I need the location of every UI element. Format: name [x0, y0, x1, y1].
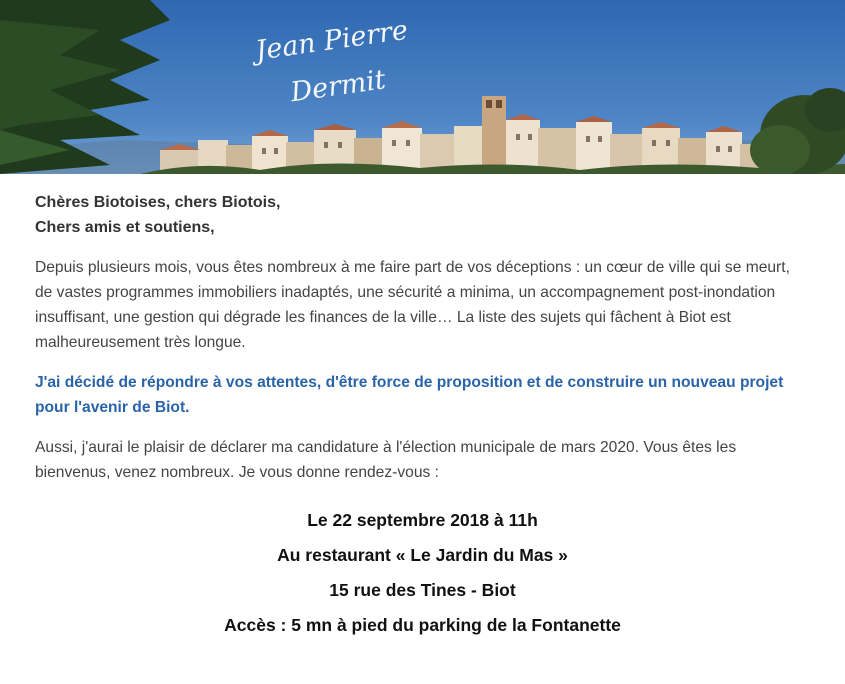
greeting-line-1: Chères Biotoises, chers Biotois,	[35, 194, 281, 211]
greeting-line-2: Chers amis et soutiens,	[35, 219, 215, 236]
event-access: Accès : 5 mn à pied du parking de la Fontanette	[224, 615, 621, 635]
signature-first-name: Jean Pierre	[253, 14, 410, 67]
signature-last-name: Dermit	[288, 64, 388, 109]
announcement-paragraph: Aussi, j'aurai le plaisir de déclarer ma candidature à l'élection municipale de mars 2020. Vous êtes les bienvenus, venez nombreux. Je vous donne rendez-vous :	[35, 439, 737, 481]
event-venue: Au restaurant « Le Jardin du Mas »	[277, 545, 568, 565]
greeting	[35, 190, 810, 240]
highlight-statement: J'ai décidé de répondre à vos attentes, d'être force de proposition et de construire un nouveau projet pour l'avenir de Biot.	[35, 374, 784, 416]
village-landscape-image	[0, 0, 845, 174]
event-date: Le 22 septembre 2018 à 11h	[307, 510, 538, 530]
header-banner	[0, 0, 845, 174]
intro-paragraph: Depuis plusieurs mois, vous êtes nombreux à me faire part de vos déceptions : un cœur de ville qui se meurt, de vastes programmes immobiliers inadaptés, une sécurité a minima, un accompagnement post-inondation insuffisant, une gestion qui dégrade les finances de la ville… La liste des sujets qui fâchent à Biot est malheureusement très longue.	[35, 259, 790, 351]
letter-content	[0, 174, 845, 643]
event-address: 15 rue des Tines - Biot	[329, 580, 516, 600]
event-details	[35, 503, 810, 643]
